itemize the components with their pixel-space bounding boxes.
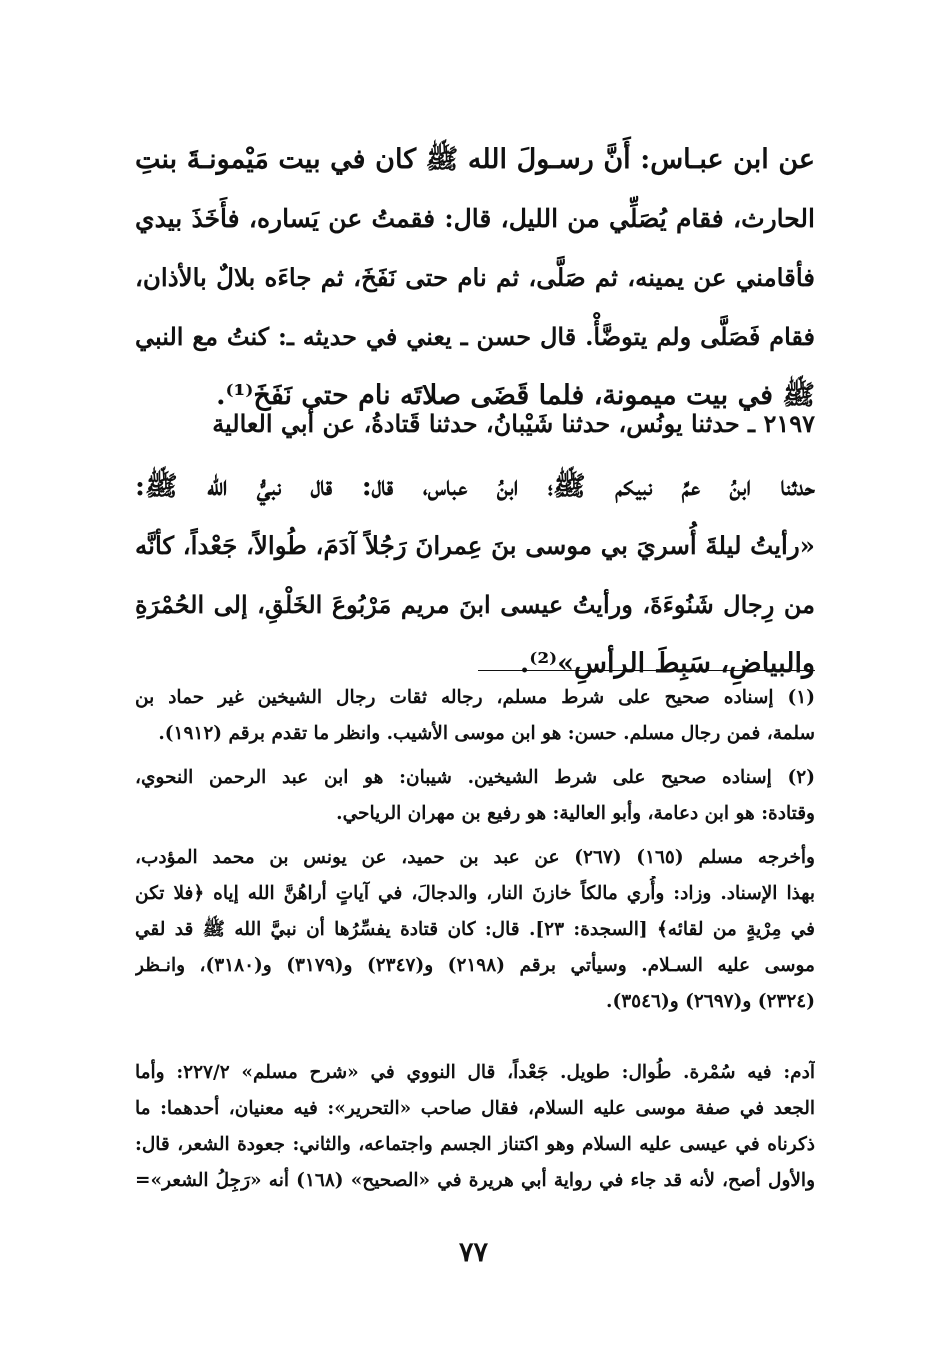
footnote-2-gloss [135,1055,815,1199]
footnote-line: الجعد في صفة موسى عليه السلام، فقال صاحب «التحرير»: فيه معنيان، أحدهما: ما [135,1098,815,1119]
footnote-line: والأول أصح، لأنه قد جاء في رواية أبي هريرة في «الصحيح» (١٦٨) أنه «رَجِلُ الشعر»= [135,1170,815,1191]
text-line: والبياضِ، سَبِطَ الرأسِ»⁽²⁾. [519,648,815,679]
hadith-chain: ـ حدثنا يونُس، حدثنا شَيْبانُ، حدثنا قَتادةُ، عن أَبي العالية [212,409,756,438]
text-line: فقام فَصَلَّى ولم يتوضَّأْ. قال حسن ـ يعني في حديثه ـ: كنتُ مع النبي [135,322,815,351]
footnote-2 [135,760,815,832]
footnote-line: (١) إسناده صحيح على شرط مسلم، رجاله ثقات رجال الشيخين غير حماد بن [135,687,815,708]
main-paragraph-2 [135,457,815,693]
footnote-line: في مِرْيةٍ من لقائه﴾ [السجدة: ٢٣]. قال: كان قتادة يفسِّرُها أن نبيَّ الله ﷺ قد لقي [135,919,815,940]
footnote-2-takhrij [135,840,815,1020]
footnote-line: (٢) إسناده صحيح على شرط الشيخين. شيبان: هو ابن عبد الرحمن النحوي، [135,767,815,788]
text-line: حدثنا ابنُ عمِّ نبيكم ﷺ؛ ابنُ عباس، قال: قال نبيُّ الله ﷺ: [135,471,815,502]
footnote-line: وأخرجه مسلم (١٦٥) (٢٦٧) عن عبد بن حميد، عن يونس بن محمد المؤدب، [135,847,815,868]
footnote-line: موسى عليه السـلام. وسيأتي برقم (٢١٩٨) و(٢٣٤٧) و(٣١٧٩) و(٣١٨٠)، وانـظر [135,955,815,976]
hadith-heading [200,402,815,446]
hadith-number: ٢١٩٧ [763,409,815,438]
footnote-line: ذكرناه في عيسى عليه السلام وهو اكتناز الجسم واجتماعه، والثاني: جعودة الشعر، قال: [135,1134,815,1155]
footnote-line: بهذا الإسناد. وزاد: وأُري مالكاً خازنَ النار، والدجالَ، في آياتٍ أراهُنَّ الله إياه ﴿فلا تكن [135,883,815,904]
text-line: ﷺ في بيت ميمونة، فلما قَضَى صلاتَه نام حتى نَفَخَ⁽¹⁾. [216,380,815,411]
footnote-line: وقتادة: هو ابن دعامة، وأبو العالية: هو رفيع بن مهران الرياحي. [336,803,815,824]
text-line: الحارث، فقام يُصَلِّي من الليل، قال: فقمتُ عن يَساره، فأَخَذَ بيدي [135,204,815,233]
page-number: ٧٧ [458,1237,488,1268]
footnote-line: سلمة، فمن رجال مسلم. حسن: هو ابن موسى الأشيب. وانظر ما تقدم برقم (١٩١٢). [158,723,815,744]
footnote-separator [478,670,815,671]
main-paragraph-1 [135,130,815,425]
text-line: عن ابن عبـاس: أَنَّ رسـولَ الله ﷺ كان في بيت مَيْمونـةَ بنتِ [135,144,815,175]
footnote-line: (٢٣٢٤) و(٢٦٩٧) و(٣٥٤٦). [606,991,815,1012]
text-line: فأقامني عن يمينه، ثم صَلَّى، ثم نام حتى نَفَخَ، ثم جاءَه بلالٌ بالأذان، [135,263,815,292]
footnote-1 [135,680,815,752]
footnote-line: آدم: فيه سُمْرة. طُوال: طويل. جَعْداً، قال النووي في «شرح مسلم» ٢٢٧/٢: وأما [135,1062,815,1083]
text-line: من رِجال شَنُوءَةَ، ورأيتُ عيسى ابنَ مريم مَرْبُوعَ الخَلْقِ، إلى الحُمْرَةِ [135,590,815,619]
text-line: «رأيتُ ليلةَ أُسريَ بي موسى بنَ عِمرانَ رَجُلاً آدَمَ، طُوالاً، جَعْداً، كأنَّه [135,531,815,560]
